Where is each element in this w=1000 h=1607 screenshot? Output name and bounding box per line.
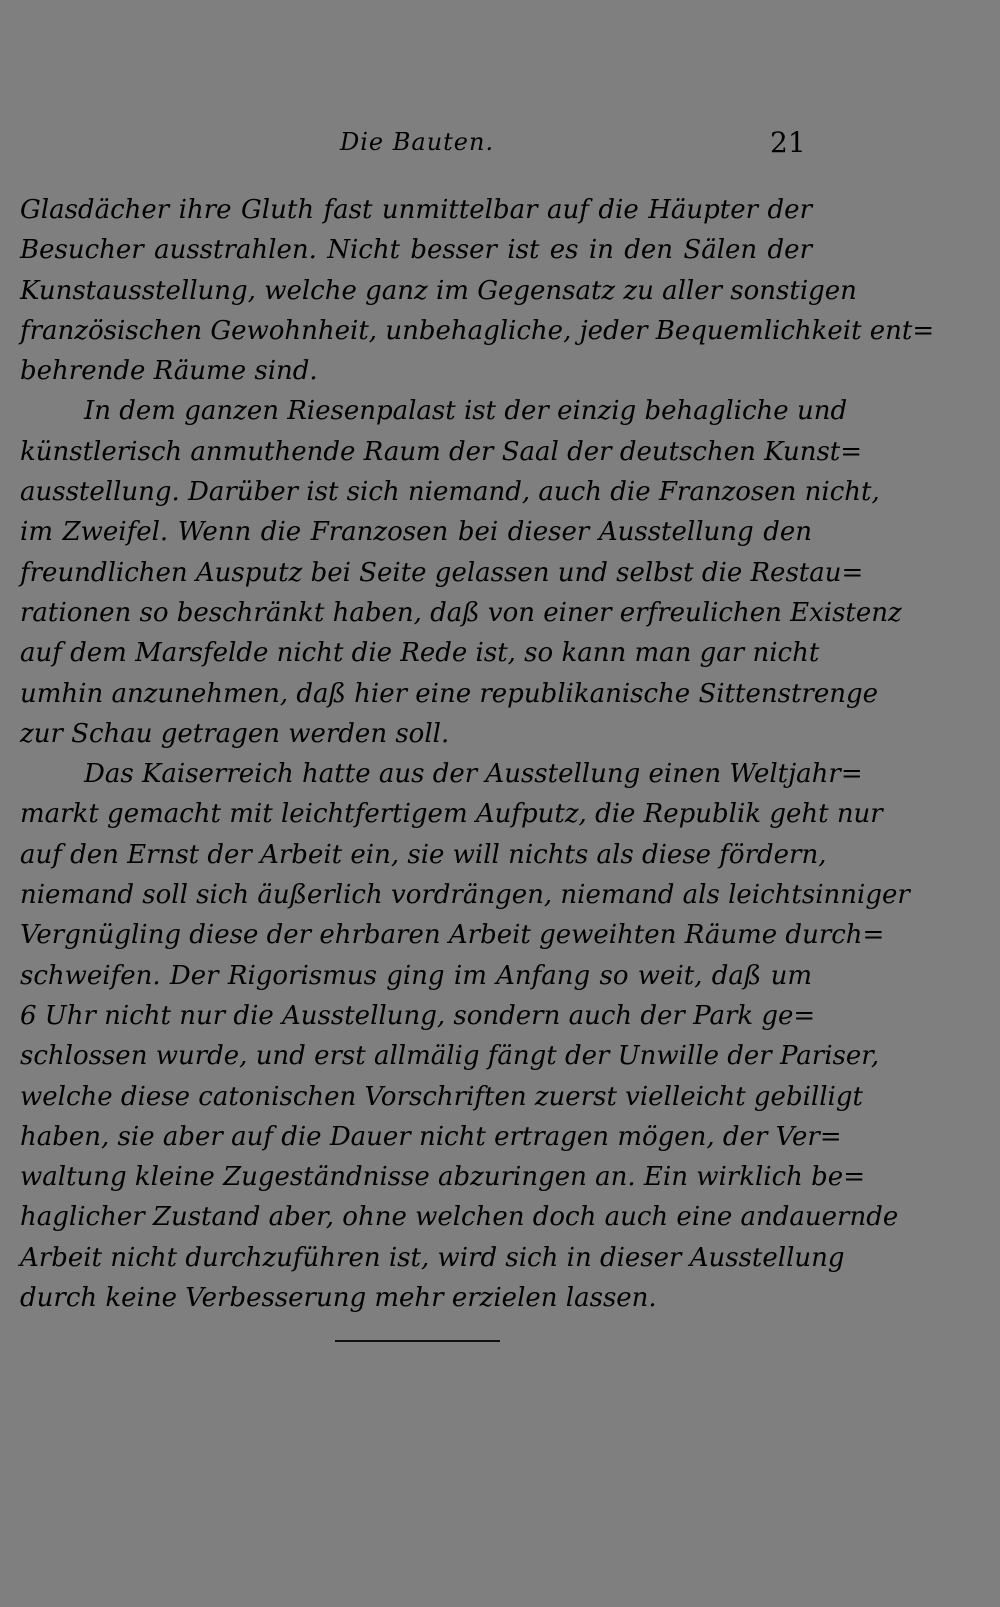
text-line: niemand soll sich äußerlich vordrängen, niemand als leichtsinniger xyxy=(20,880,910,911)
text-line: zur Schau getragen werden soll. xyxy=(20,718,450,749)
text-line: schweifen. Der Rigorismus ging im Anfang so weit, daß um xyxy=(20,960,812,991)
text-line: Vergnügling diese der ehrbaren Arbeit geweihten Räume durch= xyxy=(20,920,885,951)
text-line: Arbeit nicht durchzuführen ist, wird sich in dieser Ausstellung xyxy=(20,1242,845,1273)
running-title: Die Bauten. xyxy=(340,128,495,156)
text-line: Kunstausstellung, welche ganz im Gegensatz zu aller sonstigen xyxy=(20,275,857,306)
text-line: 6 Uhr nicht nur die Ausstellung, sondern auch der Park ge= xyxy=(20,1000,816,1031)
paragraph-first-line: Das Kaiserreich hatte aus der Ausstellung einen Weltjahr= xyxy=(84,759,863,790)
text-line: welche diese catonischen Vorschriften zuerst vielleicht gebilligt xyxy=(20,1081,863,1112)
text-line: Glasdächer ihre Gluth fast unmittelbar auf die Häupter der xyxy=(20,195,812,225)
text-line: ausstellung. Darüber ist sich niemand, auch die Franzosen nicht, xyxy=(20,477,880,508)
text-line: haben, sie aber auf die Dauer nicht ertragen mögen, der Ver= xyxy=(20,1121,842,1152)
paragraph-first-line: In dem ganzen Riesenpalast ist der einzig behagliche und xyxy=(84,396,848,427)
text-line: künstlerisch anmuthende Raum der Saal der deutschen Kunst= xyxy=(20,436,863,467)
text-line: durch keine Verbesserung mehr erzielen lassen. xyxy=(20,1283,657,1314)
page-number: 21 xyxy=(770,126,806,159)
running-head xyxy=(0,128,1000,168)
text-line: schlossen wurde, und erst allmälig fängt der Unwille der Pariser, xyxy=(20,1041,880,1072)
text-line: haglicher Zustand aber, ohne welchen doch auch eine andauernde xyxy=(20,1202,899,1233)
text-line: freundlichen Ausputz bei Seite gelassen und selbst die Restau= xyxy=(20,557,864,588)
text-line: behrende Räume sind. xyxy=(20,356,318,387)
end-rule xyxy=(335,1340,500,1342)
text-line: auf dem Marsfelde nicht die Rede ist, so kann man gar nicht xyxy=(20,638,820,669)
text-line: französischen Gewohnheit, unbehagliche, jeder Bequemlichkeit ent= xyxy=(20,315,935,346)
body-text xyxy=(20,190,935,1318)
text-line: im Zweifel. Wenn die Franzosen bei dieser Ausstellung den xyxy=(20,517,812,548)
text-line: auf den Ernst der Arbeit ein, sie will nichts als diese fördern, xyxy=(20,839,827,870)
text-line: waltung kleine Zugeständnisse abzuringen an. Ein wirklich be= xyxy=(20,1162,865,1193)
text-line: markt gemacht mit leichtfertigem Aufputz, die Republik geht nur xyxy=(20,799,883,830)
text-line: umhin anzunehmen, daß hier eine republikanische Sittenstrenge xyxy=(20,678,878,709)
text-line: Besucher ausstrahlen. Nicht besser ist es in den Sälen der xyxy=(20,235,812,266)
text-line: rationen so beschränkt haben, daß von einer erfreulichen Existenz xyxy=(20,597,902,628)
